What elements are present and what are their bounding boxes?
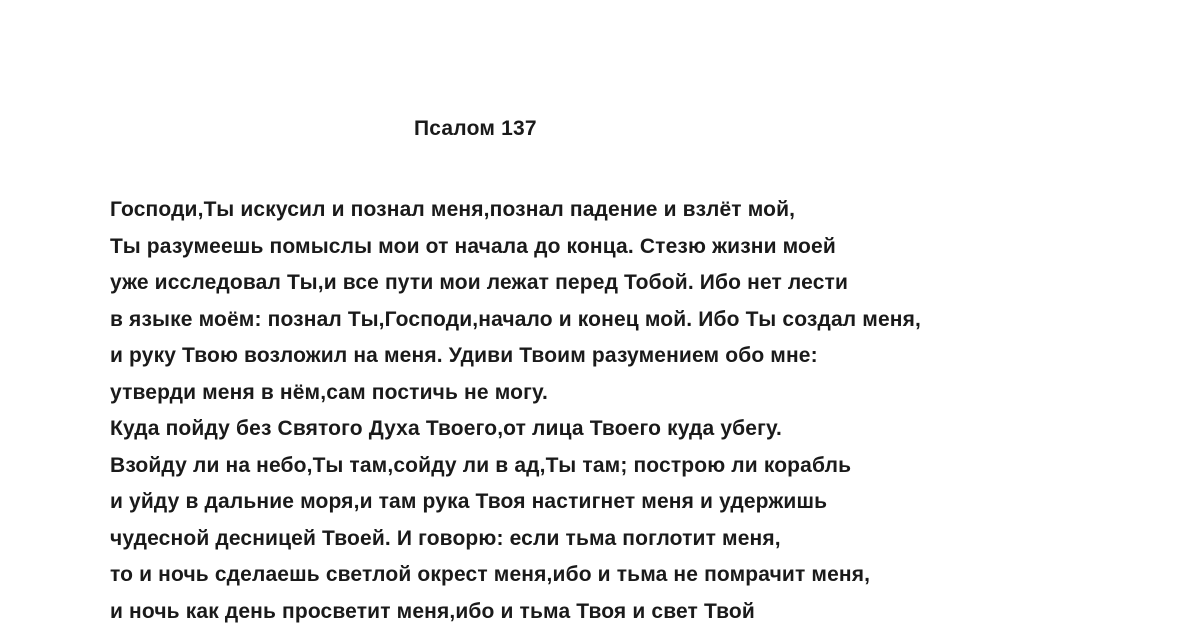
text-line: и ночь как день просветит меня,ибо и тьма Твоя и свет Твой — [110, 599, 755, 623]
text-line: Господи,Ты искусил и познал меня,познал падение и взлёт мой, — [110, 198, 796, 221]
text-line: и руку Твою возложил на меня. Удиви Твоим разумением обо мне: — [110, 344, 818, 367]
psalm-title: Псалом 137 — [414, 117, 537, 140]
psalm-text — [110, 192, 921, 628]
text-line: то и ночь сделаешь светлой окрест меня,ибо и тьма не помрачит меня, — [110, 563, 871, 586]
text-line: в языке моём: познал Ты,Господи,начало и конец мой. Ибо Ты создал меня, — [110, 307, 921, 331]
text-line: и уйду в дальние моря,и там рука Твоя настигнет меня и удержишь — [110, 490, 828, 513]
text-line: утверди меня в нём,сам постичь не могу. — [110, 380, 548, 404]
text-line: чудесной десницей Твоей. И говорю: если тьма поглотит меня, — [110, 526, 781, 550]
text-line: Взойду ли на небо,Ты там,сойду ли в ад,Ты там; построю ли корабль — [110, 453, 852, 477]
text-line: уже исследовал Ты,и все пути мои лежат перед Тобой. Ибо нет лести — [110, 271, 849, 294]
text-line: Куда пойду без Святого Духа Твоего,от лица Твоего куда убегу. — [110, 417, 782, 440]
text-line: Ты разумеешь помыслы мои от начала до конца. Стезю жизни моей — [110, 234, 836, 258]
